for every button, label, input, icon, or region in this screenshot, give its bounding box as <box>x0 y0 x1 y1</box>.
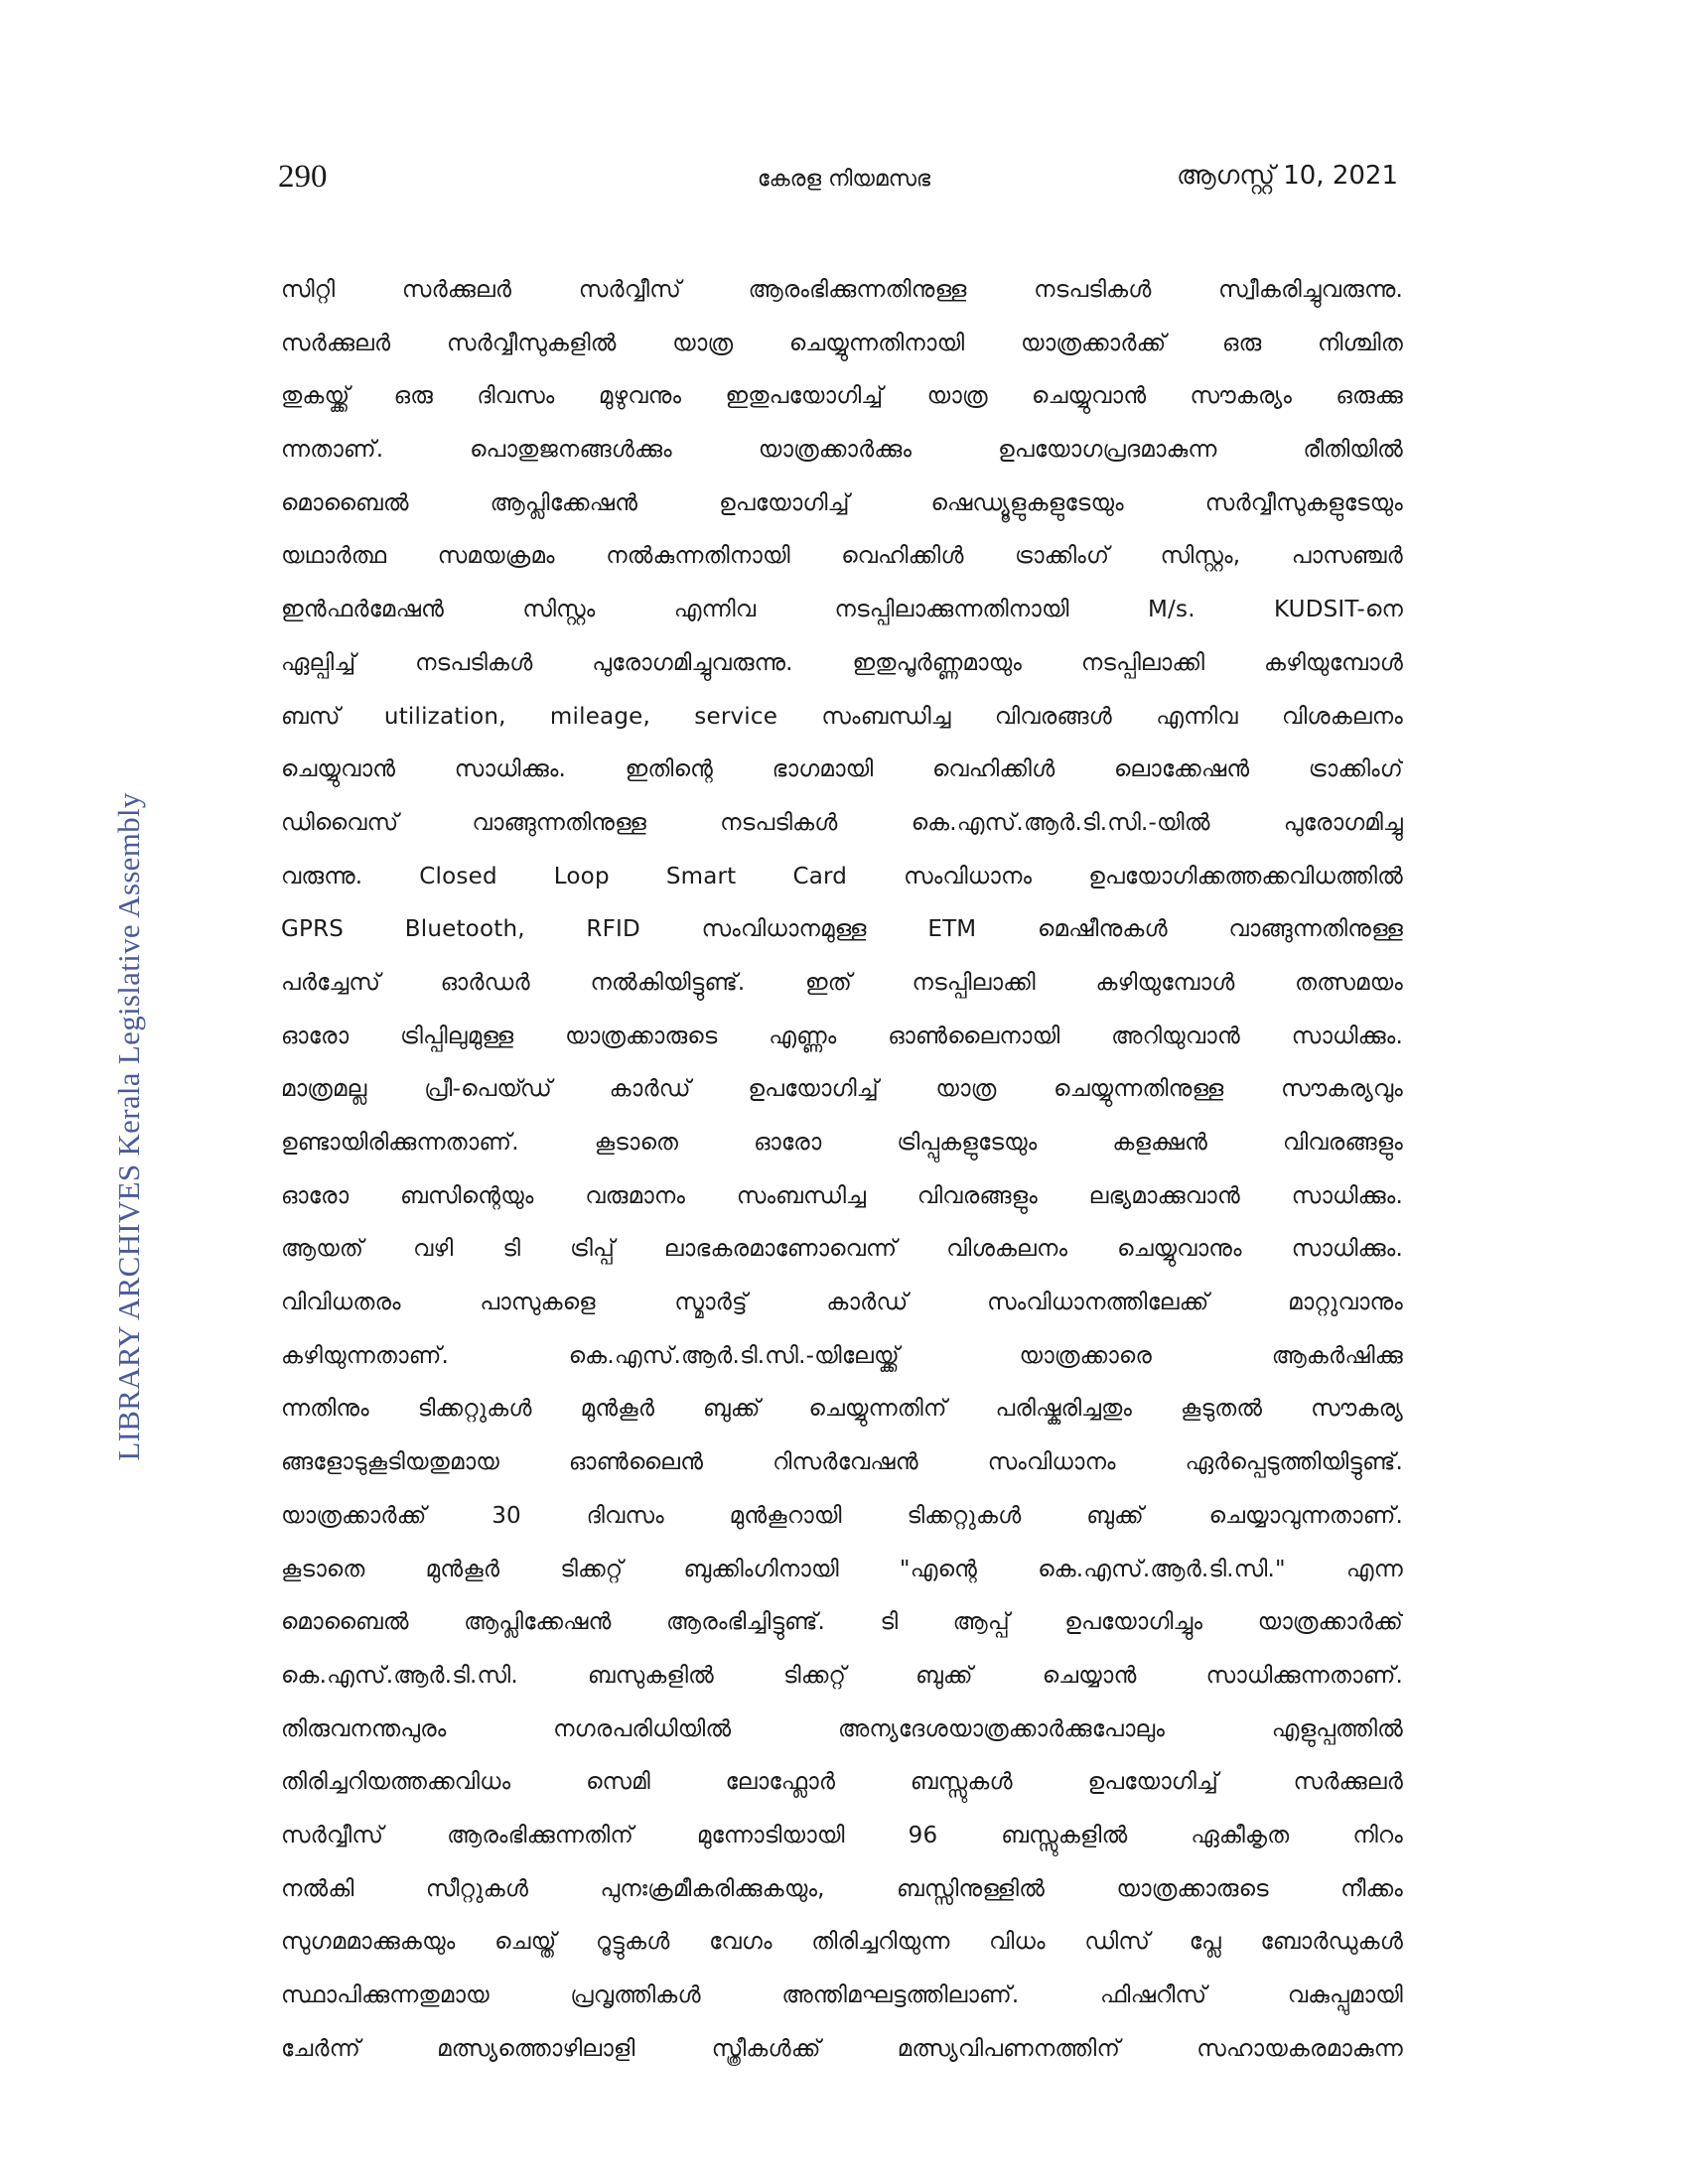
body-line: മാത്രമല്ല പ്രീ-പെയ്ഡ് കാർഡ് ഉപയോഗിച്ച് യാത്ര ചെയ്യുന്നതിനുള്ള സൗകര്യവും <box>281 1076 1403 1103</box>
body-line: ന്നതാണ്. പൊതുജനങ്ങൾക്കും യാത്രക്കാർക്കും ഉപയോഗപ്രദമാകുന്ന രീതിയിൽ <box>281 437 1403 464</box>
body-line: കെ.എസ്.ആർ.ടി.സി. ബസുകളിൽ ടിക്കറ്റ് ബുക്ക് ചെയ്യാൻ സാധിക്കുന്നതാണ്. <box>281 1662 1403 1689</box>
body-line: GPRS Bluetooth, RFID സംവിധാനമുള്ള ETM മെഷീനുകൾ വാങ്ങുന്നതിനുള്ള <box>281 916 1403 943</box>
archive-watermark: LIBRARY ARCHIVES Kerala Legislative Assembly <box>111 792 146 1461</box>
body-line: നൽകി സീറ്റുകൾ പുനഃക്രമീകരിക്കുകയും, ബസ്സിനുള്ളിൽ യാത്രക്കാരുടെ നീക്കം <box>281 1875 1403 1902</box>
body-line: ന്നതിനും ടിക്കറ്റുകൾ മുൻകൂർ ബുക്ക് ചെയ്യുന്നതിന് പരിഷ്കരിച്ചതും കൂടുതൽ സൗകര്യ <box>281 1396 1403 1423</box>
body-line: സുഗമമാക്കുകയും ചെയ്ത് റൂട്ടുകൾ വേഗം തിരിച്ചറിയുന്ന വിധം ഡിസ് പ്ലേ ബോർഡുകൾ <box>281 1929 1403 1956</box>
body-line: സിറ്റി സർക്കുലർ സർവ്വീസ് ആരംഭിക്കുന്നതിനുള്ള നടപടികൾ സ്വീകരിച്ചുവരുന്നു. <box>281 277 1403 303</box>
body-line: ങ്ങളോടുകൂടിയതുമായ ഓൺലൈൻ റിസർവേഷൻ സംവിധാനം ഏർപ്പെടുത്തിയിട്ടുണ്ട്. <box>281 1449 1403 1476</box>
body-line: മൊബൈൽ ആപ്ലിക്കേഷൻ ഉപയോഗിച്ച് ഷെഡ്യൂളുകളുടേയും സർവ്വീസുകളുടേയും <box>281 489 1403 516</box>
body-line: സർവ്വീസ് ആരംഭിക്കുന്നതിന് മുന്നോടിയായി 96 ബസ്സുകളിൽ ഏകീകൃത നിറം <box>281 1822 1403 1848</box>
body-line: കഴിയുന്നതാണ്. കെ.എസ്.ആർ.ടി.സി.-യിലേയ്ക്ക് യാത്രക്കാരെ ആകർഷിക്കു <box>281 1342 1403 1369</box>
body-line: ഓരോ ബസിന്റെയും വരുമാനം സംബന്ധിച്ച വിവരങ്ങളും ലഭ്യമാക്കുവാൻ സാധിക്കും. <box>281 1182 1403 1209</box>
body-line: യാത്രക്കാർക്ക് 30 ദിവസം മുൻകൂറായി ടിക്കറ്റുകൾ ബുക്ക് ചെയ്യാവുന്നതാണ്. <box>281 1502 1403 1529</box>
body-line: ഉണ്ടായിരിക്കുന്നതാണ്. കൂടാതെ ഓരോ ട്രിപ്പുകളുടേയും കളക്ഷൻ വിവരങ്ങളും <box>281 1130 1403 1156</box>
page-number: 290 <box>278 159 328 195</box>
body-line: തിരിച്ചറിയത്തക്കവിധം സെമി ലോഫ്ലോർ ബസ്സുകൾ ഉപയോഗിച്ച് സർക്കുലർ <box>281 1769 1403 1796</box>
body-line: ഏല്പിച്ച് നടപടികൾ പുരോഗമിച്ചുവരുന്നു. ഇതുപൂർണ്ണമായും നടപ്പിലാക്കി കഴിയുമ്പോൾ <box>281 649 1403 676</box>
body-line: കൂടാതെ മുൻകൂർ ടിക്കറ്റ് ബുക്കിംഗിനായി "എന്റെ കെ.എസ്.ആർ.ടി.സി." എന്ന <box>281 1556 1403 1582</box>
body-line: ആയത് വഴി ടി ട്രിപ്പ് ലാഭകരമാണോവെന്ന് വിശകലനം ചെയ്യുവാനും സാധിക്കും. <box>281 1236 1403 1263</box>
body-line: വരുന്നു. Closed Loop Smart Card സംവിധാനം ഉപയോഗിക്കത്തക്കവിധത്തിൽ <box>281 863 1403 889</box>
body-line: ചേർന്ന് മത്സ്യത്തൊഴിലാളി സ്ത്രീകൾക്ക് മത്സ്യവിപണനത്തിന് സഹായകരമാകുന്ന <box>281 2035 1403 2062</box>
header-date: ആഗസ്റ്റ് 10, 2021 <box>1177 161 1398 191</box>
body-line: ഡിവൈസ് വാങ്ങുന്നതിനുള്ള നടപടികൾ കെ.എസ്.ആർ.ടി.സി.-യിൽ പുരോഗമിച്ചു <box>281 809 1403 836</box>
body-line: പർച്ചേസ് ഓർഡർ നൽകിയിട്ടുണ്ട്. ഇത് നടപ്പിലാക്കി കഴിയുമ്പോൾ തത്സമയം <box>281 969 1403 996</box>
body-paragraph <box>281 264 1403 2076</box>
body-line: ഓരോ ട്രിപ്പിലുമുള്ള യാത്രക്കാരുടെ എണ്ണം ഓൺലൈനായി അറിയുവാൻ സാധിക്കും. <box>281 1023 1403 1049</box>
body-line: സർക്കുലർ സർവ്വീസുകളിൽ യാത്ര ചെയ്യുന്നതിനായി യാത്രക്കാർക്ക് ഒരു നിശ്ചിത <box>281 330 1403 356</box>
body-line: സ്ഥാപിക്കുന്നതുമായ പ്രവൃത്തികൾ അന്തിമഘട്ടത്തിലാണ്. ഫിഷറീസ് വകുപ്പുമായി <box>281 1982 1403 2008</box>
body-line: വിവിധതരം പാസുകളെ സ്മാർട്ട് കാർഡ് സംവിധാനത്തിലേക്ക് മാറ്റുവാനും <box>281 1290 1403 1316</box>
running-title: കേരള നിയമസഭ <box>757 167 931 192</box>
body-line: ചെയ്യുവാൻ സാധിക്കും. ഇതിന്റെ ഭാഗമായി വെഹിക്കിൾ ലൊക്കേഷൻ ട്രാക്കിംഗ് <box>281 756 1403 783</box>
body-line: തുകയ്ക്ക് ഒരു ദിവസം മുഴുവനും ഇതുപയോഗിച്ച് യാത്ര ചെയ്യുവാൻ സൗകര്യം ഒരുക്കു <box>281 383 1403 410</box>
body-line: യഥാർത്ഥ സമയക്രമം നൽകുന്നതിനായി വെഹിക്കിൾ ട്രാക്കിംഗ് സിസ്റ്റം, പാസഞ്ചർ <box>281 543 1403 570</box>
body-line: മൊബൈൽ ആപ്ലിക്കേഷൻ ആരംഭിച്ചിട്ടുണ്ട്. ടി ആപ്പ് ഉപയോഗിച്ചും യാത്രക്കാർക്ക് <box>281 1609 1403 1636</box>
body-line: ഇൻഫർമേഷൻ സിസ്റ്റം എന്നിവ നടപ്പിലാക്കുന്നതിനായി M/s. KUDSIT-നെ <box>281 597 1403 623</box>
body-line: തിരുവനന്തപുരം നഗരപരിധിയിൽ അന്യദേശയാത്രക്കാർക്കുപോലും എളുപ്പത്തിൽ <box>281 1715 1403 1742</box>
body-line: ബസ് utilization, mileage, service സംബന്ധിച്ച വിവരങ്ങൾ എന്നിവ വിശകലനം <box>281 703 1403 730</box>
